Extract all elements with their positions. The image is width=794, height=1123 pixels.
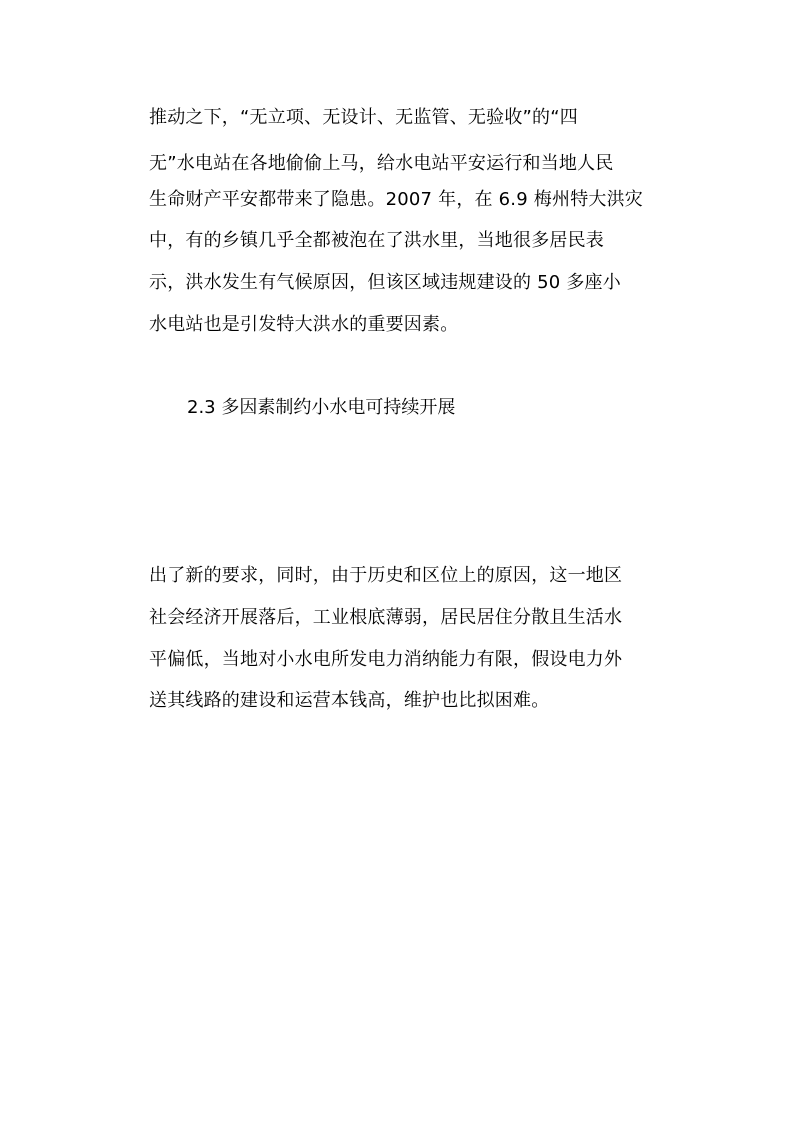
section-heading: 2.3 多因素制约小水电可持续开展 [187,397,456,418]
paragraph-line: 送其线路的建设和运营本钱高，维护也比拟困难。 [149,690,550,711]
paragraph-line: 平偏低，当地对小水电所发电力消纳能力有限，假设电力外 [149,649,623,670]
paragraph-line: 示，洪水发生有气候原因，但该区域违规建设的 50 多座小 [149,272,621,293]
paragraph-line: 生命财产平安都带来了隐患。2007 年，在 6.9 梅州特大洪灾 [149,189,643,210]
paragraph-line: 推动之下，“无立项、无设计、无监管、无验收”的“四 [149,107,578,128]
paragraph-line: 中，有的乡镇几乎全都被泡在了洪水里，当地很多居民表 [149,230,604,251]
paragraph-line: 水电站也是引发特大洪水的重要因素。 [149,314,459,335]
paragraph-line: 社会经济开展落后，工业根底薄弱，居民居住分散且生活水 [149,607,623,628]
paragraph-line: 出了新的要求，同时，由于历史和区位上的原因，这一地区 [149,565,623,586]
paragraph-line: 无”水电站在各地偷偷上马，给水电站平安运行和当地人民 [149,153,614,174]
